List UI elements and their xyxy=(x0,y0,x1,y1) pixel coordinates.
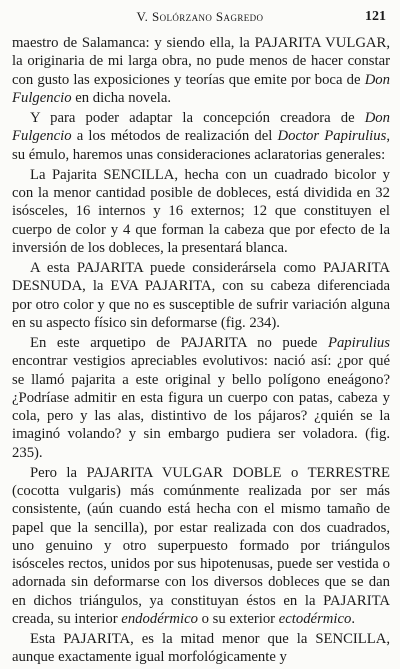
text-run: en dicha novela. xyxy=(71,89,172,106)
running-head xyxy=(0,6,400,28)
body-text xyxy=(12,34,390,669)
paragraph xyxy=(12,166,390,257)
italic-text: Don Fulgencio xyxy=(12,71,390,106)
text-run: La Pajarita SENCILLA, hecha con un cuadrado bicolor y con la menor cantidad posible de dobleces, está dividida en 32 isósceles, 16 internos y 16 externos; 12 que constituyen el cuerpo de color y 4 que forman la cabeza que por efecto de la inversión de los dobleces, la presentará blanca. xyxy=(12,166,390,256)
italic-text: Don Fulgencio xyxy=(12,110,390,145)
paragraph xyxy=(12,109,390,164)
text-run: Y para poder adaptar la concepción creadora de xyxy=(30,110,365,126)
paragraph xyxy=(12,259,390,332)
italic-text: Papirulius xyxy=(327,335,390,351)
text-run: , su émulo, haremos unas consideraciones aclaratorias generales: xyxy=(12,128,390,163)
paragraph xyxy=(12,34,390,107)
text-run: Pero la PAJARITA VULGAR DOBLE o TERRESTRE (cocotta vulgaris) más comúnmente realizada por ser más consistente, (aún cuando está hecha con el mismo tamaño de papel que la sencilla), por estar realizada con dos cuadrados, uno genuino y otro superpuesto formado por triángulos isósceles rectos, unidos por sus hipotenusas, puede ser vestida o adornada sin deformarse con los diversos dobleces que se dan en dichos triángulos, ya constituyan éstos en la PAJARITA creada, su interior xyxy=(12,464,390,627)
italic-text: Doctor Papirulius xyxy=(277,128,387,145)
running-title: V. Solórzano Sagredo xyxy=(136,9,264,24)
paragraph xyxy=(12,630,390,667)
italic-text: ectodérmico xyxy=(278,610,352,627)
text-run: En este arquetipo de PAJARITA no puede xyxy=(30,335,328,351)
paragraph xyxy=(12,464,390,628)
paragraph xyxy=(12,334,390,462)
text-run: o su exterior xyxy=(197,610,279,627)
text-run: encontrar vestigios apreciables evolutivos: nació así: ¿por qué se llamó pajarita a este original y bello polígono eneágono? ¿Podríase admitir en esta figura un cuerpo con patas, cabeza y cola, pero y las alas, distintivo de los pájaros? ¿quién se la imaginó volando? y sin embargo pudiera ser voladora. (fig. 235). xyxy=(12,353,390,461)
text-run: A esta PAJARITA puede considerársela como PAJARITA DESNUDA, la EVA PAJARITA, con su cabeza diferenciada por otro color y que no es susceptible de sufrir variación alguna en su aspecto físico sin deformarse (fig. 234). xyxy=(12,260,390,331)
text-run: . xyxy=(351,610,356,627)
italic-text: endodérmico xyxy=(121,610,198,627)
page-number: 121 xyxy=(365,9,386,24)
text-run: Esta PAJARITA, es la mitad menor que la SENCILLA, aunque exactamente igual morfológicamente y xyxy=(12,631,390,666)
text-run: a los métodos de realización del xyxy=(71,128,278,145)
text-run: maestro de Salamanca: y siendo ella, la PAJARITA VULGAR, la originaria de mi larga obra, no pude menos de hacer constar con gusto las exposiciones y teorías que emite por boca de xyxy=(12,35,390,88)
